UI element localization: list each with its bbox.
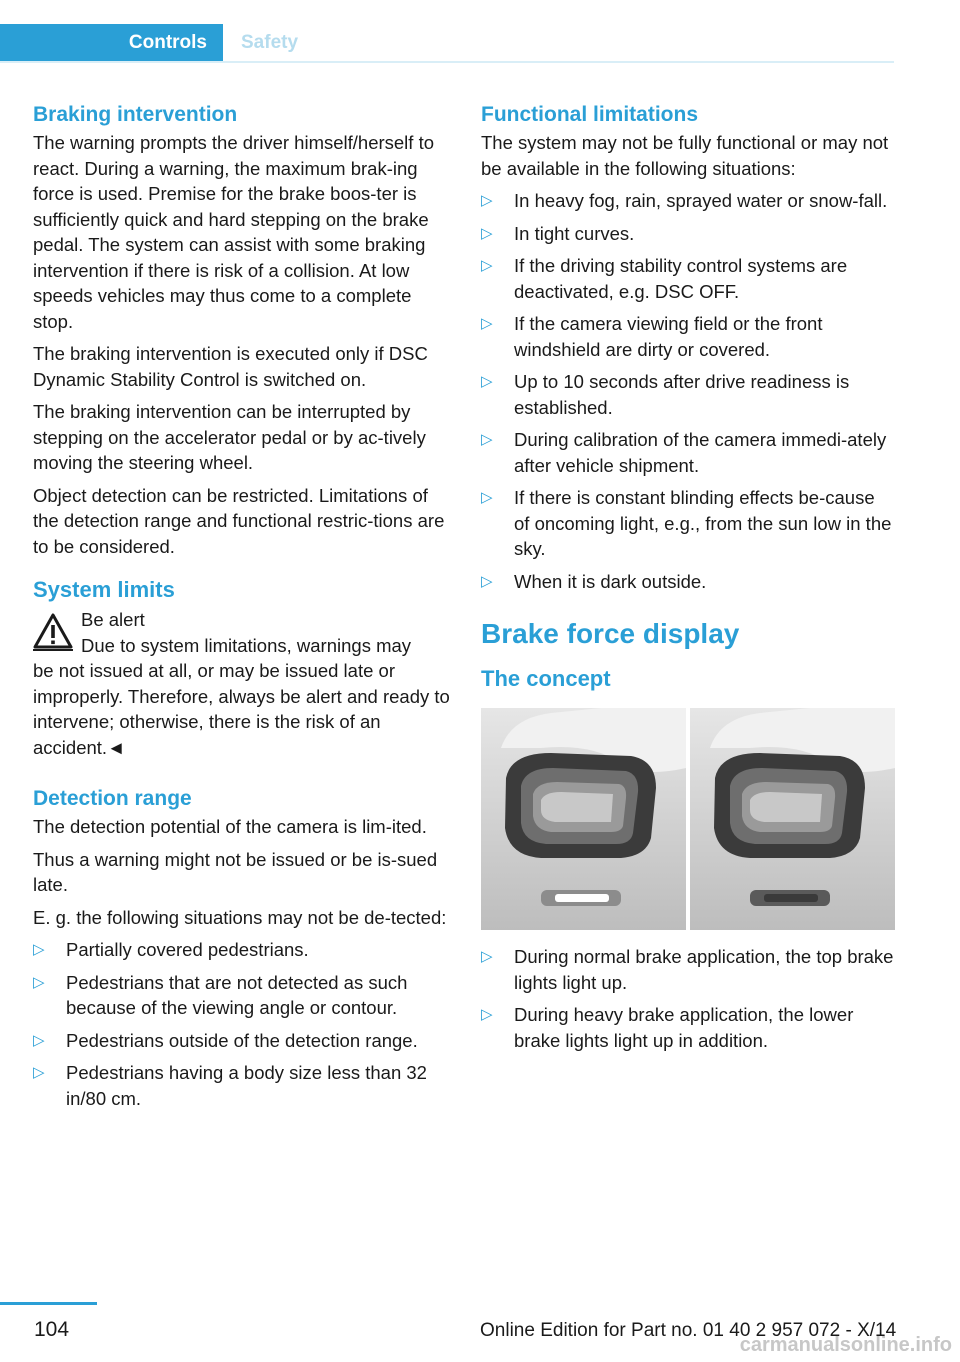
braking-paragraph-1: The warning prompts the driver himself/herself to react. During a warning, the maximum brak-ing force is used. Premise for the brake boos-ter is sufficiently quick and hard stepping on the brake pedal. The system can assist with some braking intervention if there is risk of a collision. At low speeds vehicles may thus come to a complete stop. — [33, 132, 435, 332]
concept-list — [481, 944, 895, 1053]
list-item: ▷ In tight curves. — [481, 221, 895, 247]
functional-intro: The system may not be fully functional or may not be available in the following situations: — [481, 132, 889, 179]
detection-range-heading: Detection range — [33, 787, 192, 810]
list-item: ▷ In heavy fog, rain, sprayed water or snow-fall. — [481, 188, 895, 214]
brake-force-display-heading: Brake force display — [481, 618, 740, 649]
braking-paragraph-2: The braking intervention is executed only if DSC Dynamic Stability Control is switched on. — [33, 343, 428, 390]
list-item: ▷ Pedestrians that are not detected as such because of the viewing angle or contour. — [33, 971, 408, 1018]
triangle-bullet-icon: ▷ — [481, 373, 493, 390]
list-item: ▷ If the camera viewing field or the front windshield are dirty or covered. — [481, 313, 823, 360]
list-item: ▷ If the driving stability control systems are deactivated, e.g. DSC OFF. — [481, 255, 848, 302]
warning-box — [33, 607, 451, 760]
list-item: ▷ Pedestrians outside of the detection range. — [33, 1028, 451, 1054]
detection-paragraph-3: E. g. the following situations may not be de-tected: — [33, 906, 447, 928]
edition-text: Online Edition for Part no. 01 40 2 957 072 - X/14 — [480, 1320, 897, 1341]
list-item: ▷ If there is constant blinding effects be-cause of oncoming light, e.g., from the sun low in the sky. — [481, 487, 892, 559]
tab-safety-label: Safety — [241, 32, 299, 53]
warning-title: Be alert — [81, 609, 145, 630]
triangle-bullet-icon: ▷ — [481, 431, 493, 448]
left-column — [33, 100, 451, 1118]
watermark: carmanualsonline.info — [739, 1334, 952, 1356]
warning-text-rest: be not issued at all, or may be issued late or improperly. Therefore, always be alert and ready to intervene; otherwise, there is the risk of an accident.◄ — [33, 660, 450, 758]
system-limits-heading: System limits — [33, 577, 175, 602]
warning-text-first: Due to system limitations, warnings may — [81, 634, 412, 656]
triangle-bullet-icon: ▷ — [33, 941, 45, 958]
triangle-bullet-icon: ▷ — [481, 315, 493, 332]
list-item: ▷ Pedestrians having a body size less than 32 in/80 cm. — [33, 1062, 427, 1109]
triangle-bullet-icon: ▷ — [481, 192, 493, 209]
triangle-bullet-icon: ▷ — [33, 1064, 45, 1081]
triangle-bullet-icon: ▷ — [481, 948, 493, 965]
braking-paragraph-3: The braking intervention can be interrupted by stepping on the accelerator pedal or by ac-tively moving the steering wheel. — [33, 401, 426, 473]
triangle-bullet-icon: ▷ — [481, 257, 493, 274]
brake-lights-illustration — [481, 708, 895, 930]
footer-accent-line — [0, 1302, 97, 1305]
detection-paragraph-1: The detection potential of the camera is lim-ited. — [33, 816, 427, 837]
list-item: ▷ Up to 10 seconds after drive readiness is established. — [481, 371, 850, 418]
right-column — [481, 100, 895, 1060]
triangle-bullet-icon: ▷ — [481, 572, 493, 590]
list-item: ▷ During normal brake application, the top brake lights light up. — [481, 946, 894, 993]
braking-intervention-heading: Braking intervention — [33, 103, 238, 126]
detection-paragraph-2: Thus a warning might not be issued or be is-sued late. — [33, 848, 438, 895]
list-item: ▷ When it is dark outside. — [481, 569, 895, 595]
detection-list — [33, 937, 451, 1111]
triangle-bullet-icon: ▷ — [33, 973, 45, 991]
functional-limitations-heading: Functional limitations — [481, 103, 699, 126]
list-item: ▷ During heavy brake application, the lower brake lights light up in addition. — [481, 1004, 854, 1051]
triangle-bullet-icon: ▷ — [33, 1031, 45, 1049]
tab-controls-label: Controls — [128, 32, 207, 53]
triangle-bullet-icon: ▷ — [481, 489, 493, 506]
page-number: 104 — [34, 1318, 70, 1341]
list-item: ▷ During calibration of the camera immedi-ately after vehicle shipment. — [481, 429, 887, 476]
tab-controls[interactable] — [0, 24, 223, 61]
functional-list — [481, 188, 895, 594]
triangle-bullet-icon: ▷ — [481, 224, 493, 242]
triangle-bullet-icon: ▷ — [481, 1006, 493, 1023]
list-item: ▷ Partially covered pedestrians. — [33, 937, 451, 963]
braking-paragraph-4: Object detection can be restricted. Limitations of the detection range and functional restric-tions are to be considered. — [33, 484, 445, 557]
warning-icon — [33, 613, 73, 651]
the-concept-heading: The concept — [481, 666, 611, 691]
